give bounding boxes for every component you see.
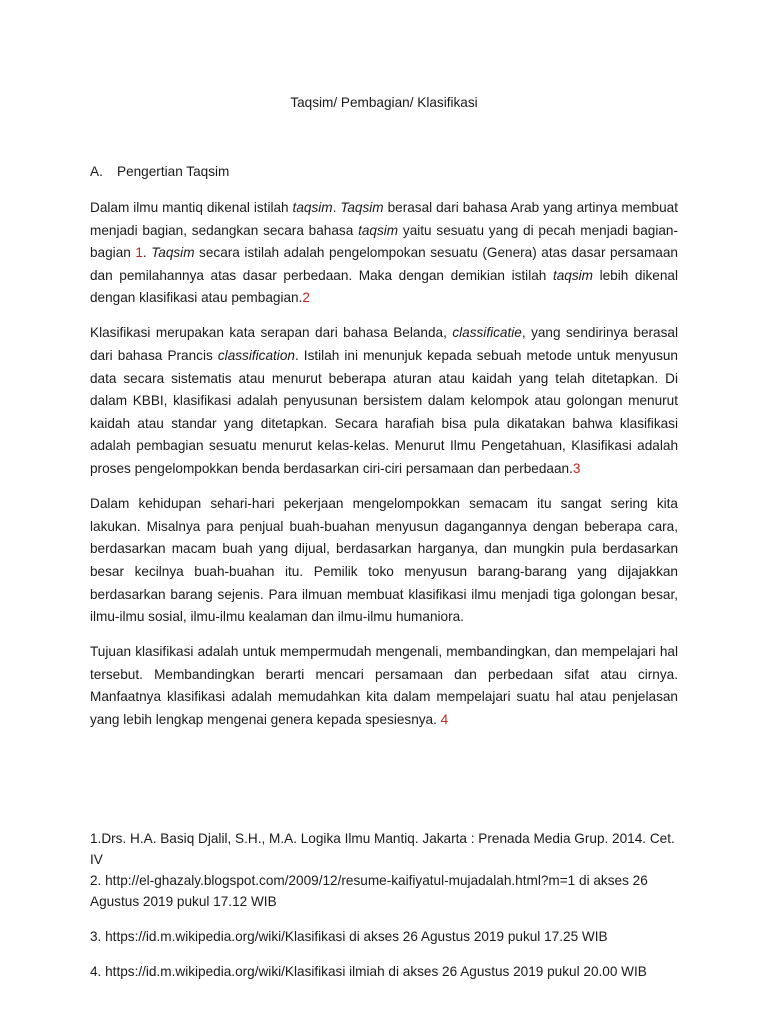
paragraph-1	[90, 197, 678, 310]
italic-term: Taqsim	[151, 245, 195, 261]
paragraph-4	[90, 641, 678, 731]
text-run: Dalam ilmu mantiq dikenal istilah	[90, 200, 293, 215]
paragraph-3: Dalam kehidupan sehari-hari pekerjaan mengelompokkan semacam itu sangat sering kita lakukan. Misalnya para penjual buah-buahan menyusun dagangannya dengan beberapa cara, berdasarkan macam buah yang dijual, berdasarkan harganya, dan mungkin pula berdasarkan besar kecilnya buah-buahan itu. Pemilik toko menyusun barang-barang yang dijajakkan berdasarkan barang sejenis. Para ilmuan membuat klasifikasi ilmu menjadi tiga golongan besar, ilmu-ilmu sosial, ilmu-ilmu kealaman dan ilmu-ilmu humaniora.	[90, 496, 678, 625]
text-run: yaitu sesuatu yang di pecah menjadi bagian-bagian	[90, 222, 678, 261]
italic-term: taqsim	[292, 200, 333, 215]
text-run: . Istilah ini menunjuk kepada sebuah metode untuk menyusun data secara sistematis atau menurut beberapa aturan atau kaidah yang telah ditetapkan. Di dalam KBBI, klasifikasi adalah penyusunan bersistem dalam kelompok atau golongan menurut kaidah atau standar yang ditetapkan. Secara harafiah bisa pula dikatakan bahwa klasifikasi adalah pembagian sesuatu menurut kelas-kelas. Menurut Ilmu Pengetahuan, Klasifikasi adalah proses pengelompokkan benda berdasarkan ciri-ciri persamaan dan perbedaan.	[90, 348, 678, 477]
body-text	[90, 197, 678, 744]
italic-term: classification	[217, 348, 295, 364]
footnote-4: 4. https://id.m.wikipedia.org/wiki/Klasifikasi ilmiah di akses 26 Agustus 2019 pukul 20.00 WIB	[90, 964, 647, 979]
section-letter: A.	[90, 164, 103, 179]
text-run: , yang sendirinya berasal dari bahasa Prancis	[90, 325, 678, 364]
footnote-ref-1[interactable]: 1	[135, 245, 143, 261]
section-title: Pengertian Taqsim	[117, 164, 230, 179]
footnote-ref-4[interactable]: 4	[440, 711, 449, 727]
footnote-ref-2[interactable]: 2	[302, 290, 310, 306]
page-title: Taqsim/ Pembagian/ Klasifikasi	[290, 95, 478, 110]
footnotes	[90, 828, 690, 982]
italic-term: taqsim	[552, 267, 593, 283]
text-run: berasal dari bahasa Arab yang artinya membuat menjadi bagian, sedangkan secara bahasa	[90, 200, 678, 238]
text-run: Klasifikasi merupakan kata serapan dari bahasa Belanda,	[90, 325, 453, 341]
paragraph-2	[90, 322, 678, 480]
section-heading	[90, 162, 680, 182]
text-run: secara istilah adalah pengelompokan sesuatu (Genera) atas dasar persamaan dan pemilahannya atas dasar perbedaan. Maka dengan demikian istilah	[90, 245, 678, 283]
text-run: .	[332, 200, 341, 215]
footnote-1: 1.Drs. H.A. Basiq Djalil, S.H., M.A. Logika Ilmu Mantiq. Jakarta : Prenada Media Grup. 2014. Cet. IV	[90, 831, 675, 867]
italic-term: Taqsim	[340, 200, 384, 215]
text-run: .	[142, 245, 152, 261]
text-run: Tujuan klasifikasi adalah untuk mempermudah mengenali, membandingkan, dan mempelajari hal tersebut. Membandingkan berarti mencari persamaan dan perbedaan sifat atau cirnya. Manfaatnya klasifikasi adalah memudahkan kita dalam mempelajari suatu hal atau penjelasan yang lebih lengkap mengenai genera kepada spesiesnya.	[90, 644, 678, 727]
italic-term: taqsim	[358, 222, 399, 238]
footnote-3: 3. https://id.m.wikipedia.org/wiki/Klasifikasi di akses 26 Agustus 2019 pukul 17.25 WIB	[90, 929, 608, 944]
footnote-2: 2. http://el-ghazaly.blogspot.com/2009/12/resume-kaifiyatul-mujadalah.html?m=1 di akses 26 Agustus 2019 pukul 17.12 WIB	[90, 873, 648, 909]
italic-term: classificatie	[452, 325, 522, 341]
footnote-ref-3[interactable]: 3	[572, 461, 581, 477]
text-run: lebih dikenal dengan klasifikasi atau pembagian.	[90, 267, 678, 306]
